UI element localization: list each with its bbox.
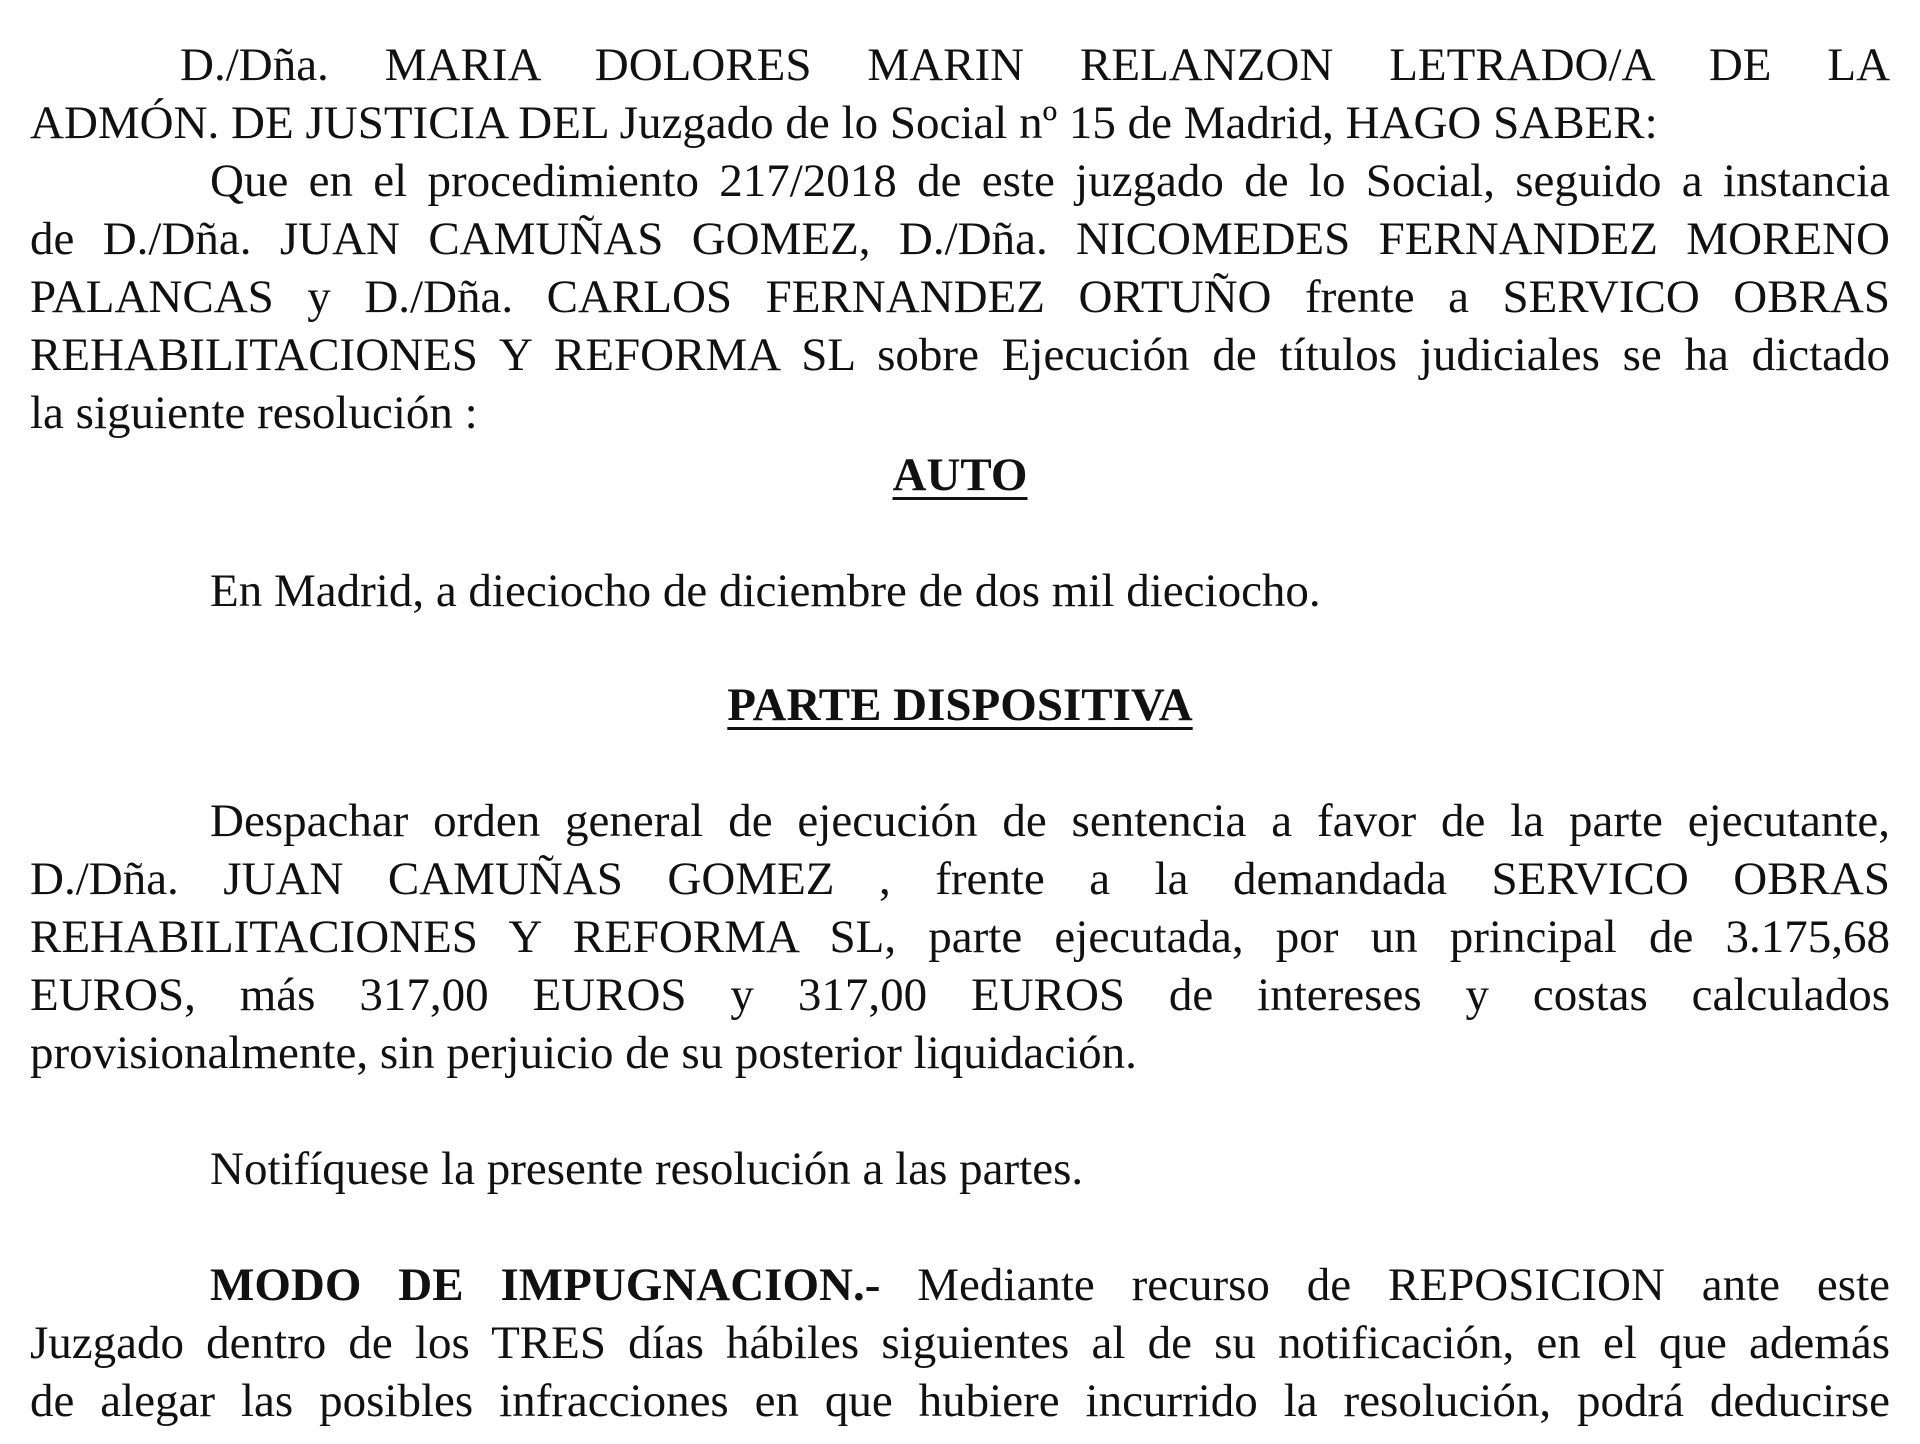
intro-word: RELANZON bbox=[1080, 39, 1334, 91]
dispositive-paragraph-line: provisionalmente, sin perjuicio de su posterior liquidación. bbox=[30, 1027, 1137, 1079]
intro-word: DOLORES bbox=[594, 39, 812, 91]
intro-word: DE bbox=[1708, 39, 1772, 91]
dispositive-paragraph-line: EUROS, más 317,00 EUROS y 317,00 EUROS de intereses y costas calculados bbox=[30, 969, 1890, 1021]
impugnation-label: MODO DE IMPUGNACION.- bbox=[210, 1259, 881, 1311]
auto-heading: AUTO bbox=[892, 449, 1028, 501]
dispositive-paragraph-line: REHABILITACIONES Y REFORMA SL, parte ejecutada, por un principal de 3.175,68 bbox=[30, 911, 1890, 963]
notify-line: Notifíquese la presente resolución a las partes. bbox=[210, 1143, 1084, 1195]
dispositive-heading: PARTE DISPOSITIVA bbox=[727, 679, 1193, 731]
dispositive-paragraph-line: Despachar orden general de ejecución de sentencia a favor de la parte ejecutante, bbox=[210, 795, 1890, 847]
intro-word: D./Dña. bbox=[180, 39, 329, 91]
case-paragraph-line: PALANCAS y D./Dña. CARLOS FERNANDEZ ORTUÑO frente a SERVICO OBRAS bbox=[30, 271, 1890, 323]
intro-line-1 bbox=[180, 36, 1890, 94]
impugnation-line-2: Juzgado dentro de los TRES días hábiles siguientes al de su notificación, en el que además bbox=[30, 1317, 1890, 1369]
intro-word: LA bbox=[1827, 39, 1891, 91]
case-paragraph-line: la siguiente resolución : bbox=[30, 387, 478, 439]
intro-line-2: ADMÓN. DE JUSTICIA DEL Juzgado de lo Social nº 15 de Madrid, HAGO SABER: bbox=[30, 97, 1658, 149]
case-paragraph-line: REHABILITACIONES Y REFORMA SL sobre Ejecución de títulos judiciales se ha dictado bbox=[30, 329, 1890, 381]
intro-word: LETRADO/A bbox=[1389, 39, 1653, 91]
intro-word: MARIN bbox=[867, 39, 1025, 91]
case-paragraph-line: Que en el procedimiento 217/2018 de este juzgado de lo Social, seguido a instancia bbox=[210, 155, 1890, 207]
intro-word: MARIA bbox=[384, 39, 539, 91]
impugnation-text: Mediante recurso de REPOSICION ante este bbox=[880, 1259, 1890, 1311]
impugnation-line-1 bbox=[210, 1256, 1890, 1314]
dispositive-paragraph-line: D./Dña. JUAN CAMUÑAS GOMEZ , frente a la demandada SERVICO OBRAS bbox=[30, 853, 1890, 905]
case-paragraph-line: de D./Dña. JUAN CAMUÑAS GOMEZ, D./Dña. NICOMEDES FERNANDEZ MORENO bbox=[30, 213, 1890, 265]
impugnation-line-3: de alegar las posibles infracciones en que hubiere incurrido la resolución, podrá deducirse bbox=[30, 1375, 1890, 1427]
date-line: En Madrid, a dieciocho de diciembre de dos mil dieciocho. bbox=[210, 565, 1321, 617]
